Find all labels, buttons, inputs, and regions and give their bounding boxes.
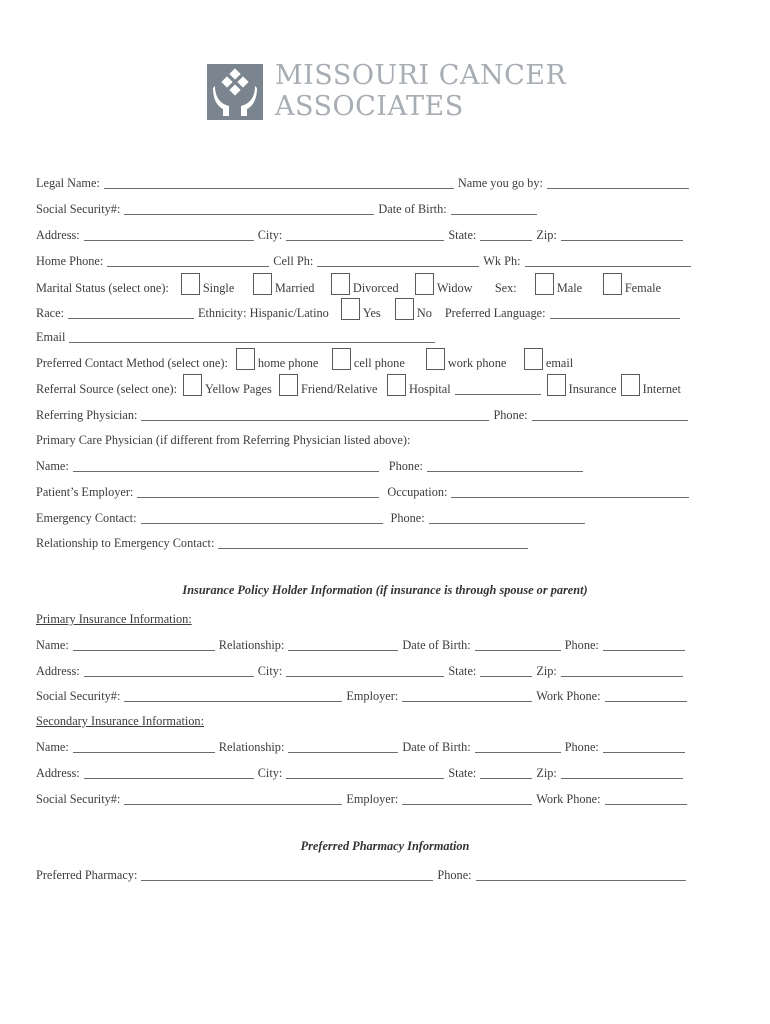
secondary-zip-field[interactable]: [561, 766, 683, 779]
secondary-city-label: City:: [257, 766, 283, 780]
zip-label: Zip:: [536, 228, 557, 242]
name-go-by-field[interactable]: [547, 176, 689, 189]
logo-line-1: MISSOURI CANCER: [275, 60, 567, 91]
pharmacy-phone-field[interactable]: [476, 868, 686, 881]
male-checkbox[interactable]: [535, 273, 554, 295]
row-primary-heading: [36, 608, 716, 626]
email-option-label: email: [545, 356, 574, 370]
dob-label: Date of Birth:: [378, 202, 447, 216]
row-address: [36, 224, 716, 242]
primary-name-label: Name:: [36, 638, 69, 652]
row-referral-source: [36, 374, 716, 396]
pharmacy-section-title: Preferred Pharmacy Information: [300, 839, 470, 853]
primary-address-field[interactable]: [84, 664, 254, 677]
zip-field[interactable]: [561, 228, 683, 241]
city-label: City:: [257, 228, 283, 242]
secondary-address-label: Address:: [36, 766, 80, 780]
secondary-employer-field[interactable]: [402, 792, 532, 805]
secondary-city-field[interactable]: [286, 766, 444, 779]
pcp-name-field[interactable]: [73, 459, 379, 472]
referring-physician-field[interactable]: [141, 408, 489, 421]
row-pcp-name: [36, 455, 716, 473]
patient-employer-field[interactable]: [137, 485, 379, 498]
male-label: Male: [556, 281, 583, 295]
female-checkbox[interactable]: [603, 273, 622, 295]
ethnicity-label: Ethnicity: Hispanic/Latino: [198, 306, 329, 320]
pharmacy-phone-label: Phone:: [437, 868, 472, 882]
married-label: Married: [274, 281, 315, 295]
row-secondary-address: [36, 762, 716, 780]
primary-dob-field[interactable]: [475, 638, 561, 651]
single-label: Single: [202, 281, 235, 295]
hispanic-yes-label: Yes: [362, 306, 381, 320]
secondary-dob-label: Date of Birth:: [402, 740, 471, 754]
primary-zip-label: Zip:: [536, 664, 557, 678]
ssn-label: Social Security#:: [36, 202, 121, 216]
insurance-label: Insurance: [568, 382, 617, 396]
widow-label: Widow: [436, 281, 473, 295]
sex-label: Sex:: [494, 281, 517, 295]
insurance-checkbox[interactable]: [547, 374, 566, 396]
secondary-dob-field[interactable]: [475, 740, 561, 753]
email-field[interactable]: [69, 330, 435, 343]
row-ssn: [36, 198, 716, 216]
primary-work-phone-field[interactable]: [605, 689, 687, 702]
emergency-contact-field[interactable]: [141, 511, 383, 524]
hospital-checkbox[interactable]: [387, 374, 406, 396]
logo-line-2: ASSOCIATES: [275, 91, 464, 122]
relationship-emergency-label: Relationship to Emergency Contact:: [36, 536, 215, 550]
secondary-state-field[interactable]: [480, 766, 532, 779]
email-checkbox[interactable]: [524, 348, 543, 370]
secondary-name-field[interactable]: [73, 740, 215, 753]
home-phone-checkbox[interactable]: [236, 348, 255, 370]
legal-name-field[interactable]: [104, 176, 454, 189]
race-field[interactable]: [68, 306, 194, 319]
email-label: Email: [36, 330, 66, 344]
primary-ssn-label: Social Security#:: [36, 689, 121, 703]
yellow-pages-checkbox[interactable]: [183, 374, 202, 396]
referring-phone-field[interactable]: [532, 408, 688, 421]
referring-physician-label: Referring Physician:: [36, 408, 138, 422]
single-checkbox[interactable]: [181, 273, 200, 295]
hospital-field[interactable]: [455, 382, 541, 395]
referring-phone-label: Phone:: [493, 408, 528, 422]
primary-city-field[interactable]: [286, 664, 444, 677]
primary-phone-field[interactable]: [603, 638, 685, 651]
secondary-relationship-field[interactable]: [288, 740, 398, 753]
occupation-label: Occupation:: [387, 485, 448, 499]
cell-ph-label: Cell Ph:: [273, 254, 314, 268]
cell-phone-checkbox[interactable]: [332, 348, 351, 370]
primary-phone-label: Phone:: [564, 638, 599, 652]
referral-source-label: Referral Source (select one):: [36, 382, 177, 396]
row-primary-ssn: [36, 685, 716, 703]
friend-relative-label: Friend/Relative: [301, 382, 378, 396]
pcp-name-label: Name:: [36, 459, 69, 473]
row-phones: [36, 250, 716, 268]
primary-work-phone-label: Work Phone:: [536, 689, 601, 703]
row-race: [36, 298, 716, 320]
primary-employer-field[interactable]: [402, 689, 532, 702]
occupation-field[interactable]: [451, 485, 689, 498]
secondary-phone-field[interactable]: [603, 740, 685, 753]
preferred-language-label: Preferred Language:: [444, 306, 546, 320]
row-email: [36, 326, 716, 344]
work-phone-checkbox[interactable]: [426, 348, 445, 370]
hands-holding-flower-icon: [207, 64, 263, 120]
row-primary-address: [36, 660, 716, 678]
cell-ph-field[interactable]: [317, 254, 479, 267]
female-label: Female: [624, 281, 662, 295]
secondary-address-field[interactable]: [84, 766, 254, 779]
hispanic-yes-checkbox[interactable]: [341, 298, 360, 320]
secondary-employer-label: Employer:: [346, 792, 399, 806]
home-phone-label: Home Phone:: [36, 254, 104, 268]
state-label: State:: [448, 228, 477, 242]
row-primary-name: [36, 634, 716, 652]
secondary-work-phone-label: Work Phone:: [536, 792, 601, 806]
internet-label: Internet: [642, 382, 681, 396]
city-field[interactable]: [286, 228, 444, 241]
home-phone-option-label: home phone: [257, 356, 319, 370]
name-go-by-label: Name you go by:: [457, 176, 543, 190]
logo: [207, 60, 567, 124]
insurance-section-title: Insurance Policy Holder Information (if insurance is through spouse or parent): [182, 583, 588, 597]
address-field[interactable]: [84, 228, 254, 241]
primary-state-field[interactable]: [480, 664, 532, 677]
pcp-heading: Primary Care Physician (if different from Referring Physician listed above):: [36, 433, 411, 447]
address-label: Address:: [36, 228, 80, 242]
row-secondary-heading: [36, 710, 716, 728]
friend-relative-checkbox[interactable]: [279, 374, 298, 396]
secondary-phone-label: Phone:: [564, 740, 599, 754]
row-marital-status: [36, 273, 716, 295]
primary-state-label: State:: [448, 664, 477, 678]
contact-method-label: Preferred Contact Method (select one):: [36, 356, 228, 370]
wk-ph-label: Wk Ph:: [483, 254, 521, 268]
wk-ph-field[interactable]: [525, 254, 691, 267]
relationship-emergency-field[interactable]: [218, 536, 528, 549]
row-relationship-emergency: [36, 532, 716, 550]
secondary-state-label: State:: [448, 766, 477, 780]
row-legal-name: [36, 172, 716, 190]
divorced-checkbox[interactable]: [331, 273, 350, 295]
primary-insurance-heading: Primary Insurance Information:: [36, 612, 192, 626]
row-contact-method: [36, 348, 716, 370]
secondary-ssn-field[interactable]: [124, 792, 342, 805]
dob-field[interactable]: [451, 202, 537, 215]
ssn-field[interactable]: [124, 202, 374, 215]
logo-text: [275, 60, 566, 122]
yellow-pages-label: Yellow Pages: [205, 382, 272, 396]
marital-status-label: Marital Status (select one):: [36, 281, 169, 295]
work-phone-option-label: work phone: [447, 356, 507, 370]
pcp-phone-label: Phone:: [388, 459, 423, 473]
row-referring-physician: [36, 404, 716, 422]
primary-name-field[interactable]: [73, 638, 215, 651]
row-pharmacy: [36, 864, 716, 882]
primary-relationship-field[interactable]: [288, 638, 398, 651]
primary-city-label: City:: [257, 664, 283, 678]
row-pcp-heading: [36, 429, 716, 447]
home-phone-field[interactable]: [107, 254, 269, 267]
primary-zip-field[interactable]: [561, 664, 683, 677]
cell-phone-option-label: cell phone: [353, 356, 405, 370]
row-emergency-contact: [36, 507, 716, 525]
secondary-relationship-label: Relationship:: [218, 740, 285, 754]
row-secondary-name: [36, 736, 716, 754]
emergency-phone-label: Phone:: [390, 511, 425, 525]
primary-relationship-label: Relationship:: [218, 638, 285, 652]
row-secondary-ssn: [36, 788, 716, 806]
row-employer: [36, 481, 716, 499]
divorced-label: Divorced: [352, 281, 399, 295]
state-field[interactable]: [480, 228, 532, 241]
primary-address-label: Address:: [36, 664, 80, 678]
hispanic-no-checkbox[interactable]: [395, 298, 414, 320]
secondary-insurance-heading: Secondary Insurance Information:: [36, 714, 204, 728]
preferred-pharmacy-field[interactable]: [141, 868, 433, 881]
internet-checkbox[interactable]: [621, 374, 640, 396]
secondary-zip-label: Zip:: [536, 766, 557, 780]
legal-name-label: Legal Name:: [36, 176, 100, 190]
secondary-work-phone-field[interactable]: [605, 792, 687, 805]
widow-checkbox[interactable]: [415, 273, 434, 295]
married-checkbox[interactable]: [253, 273, 272, 295]
hispanic-no-label: No: [416, 306, 432, 320]
primary-dob-label: Date of Birth:: [402, 638, 471, 652]
preferred-pharmacy-label: Preferred Pharmacy:: [36, 868, 138, 882]
secondary-name-label: Name:: [36, 740, 69, 754]
hospital-label: Hospital: [409, 382, 451, 396]
emergency-contact-label: Emergency Contact:: [36, 511, 137, 525]
secondary-ssn-label: Social Security#:: [36, 792, 121, 806]
emergency-phone-field[interactable]: [429, 511, 585, 524]
preferred-language-field[interactable]: [550, 306, 680, 319]
patient-employer-label: Patient’s Employer:: [36, 485, 134, 499]
primary-employer-label: Employer:: [346, 689, 399, 703]
race-label: Race:: [36, 306, 64, 320]
pcp-phone-field[interactable]: [427, 459, 583, 472]
primary-ssn-field[interactable]: [124, 689, 342, 702]
